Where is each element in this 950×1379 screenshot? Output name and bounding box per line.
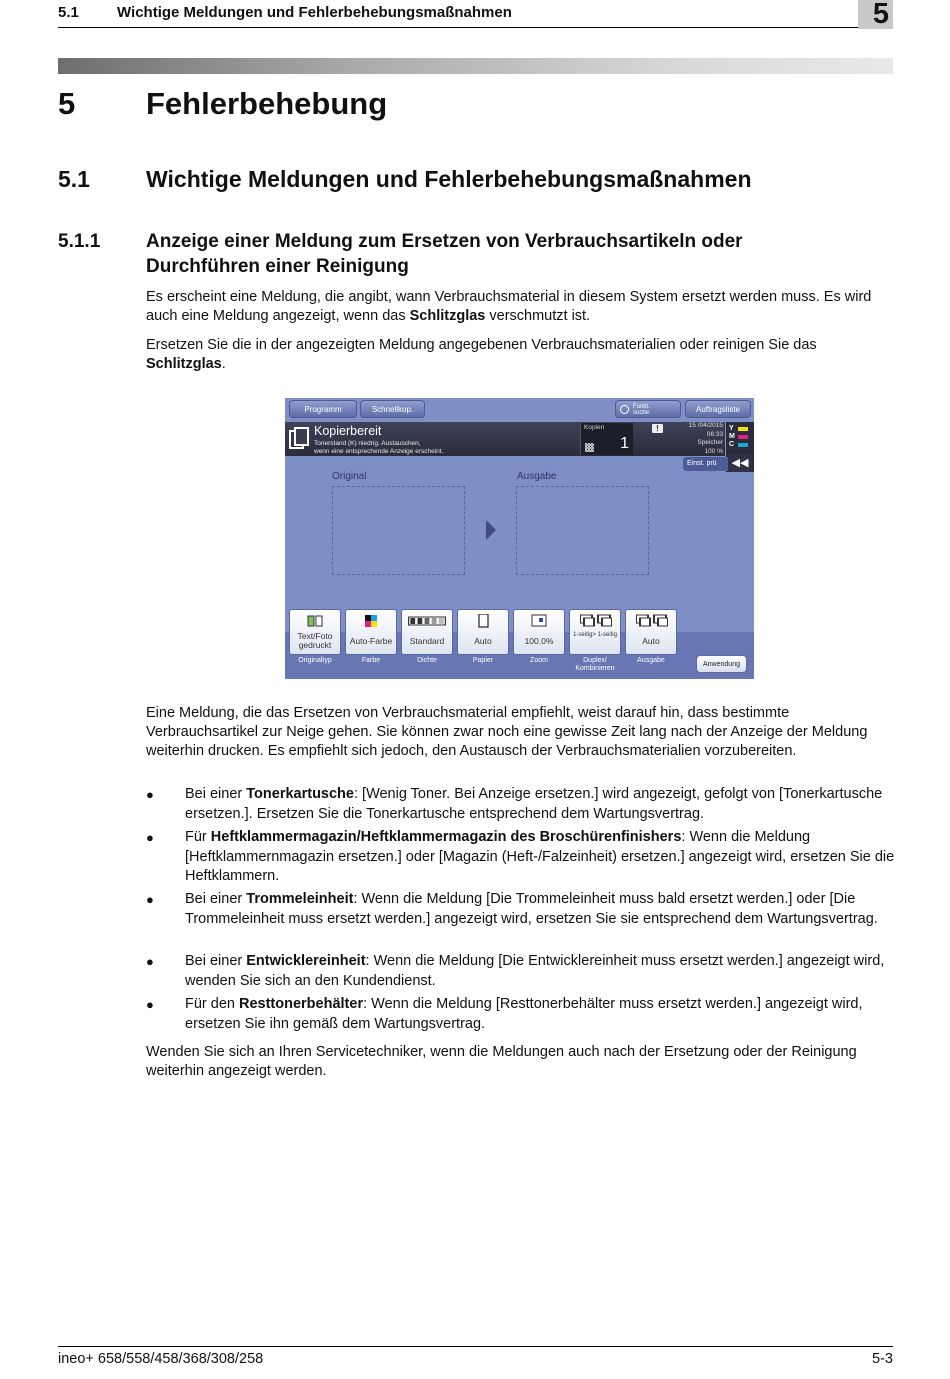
copies-counter[interactable] <box>580 423 633 455</box>
schnellkopie-button[interactable]: Schnellkop. <box>360 400 425 418</box>
chapter-title: Fehlerbehebung <box>146 86 388 121</box>
farbe-label: Farbe <box>361 657 381 664</box>
bullet-text: Bei einer Entwicklereinheit: Wenn die Meldung [Die Entwicklereinheit muss ersetzt werden.] angezeigt wird, wenden Sie sich an den Kundendienst. <box>185 953 885 989</box>
chapter-gradient-bar <box>58 58 893 74</box>
header-rule <box>58 27 858 28</box>
originaltyp-key[interactable] <box>289 609 341 655</box>
bullet-dot: ● <box>146 787 154 802</box>
warning-icon[interactable]: ! <box>652 424 663 433</box>
closing-paragraph: Wenden Sie sich an Ihren Servicetechniker, wenn die Meldungen auch nach der Ersetzung oder der Reinigung weiterhin angezeigt werden. <box>146 1044 857 1079</box>
zoom-icon <box>531 614 547 628</box>
bullet-dot: ● <box>146 830 154 845</box>
section-title: Wichtige Meldungen und Fehlerbehebungsmaßnahmen <box>146 166 752 192</box>
toner-m-bar <box>738 435 748 439</box>
arrow-right-icon <box>486 520 496 540</box>
ausgabe-preview <box>516 486 649 575</box>
zoom-value: 100.0% <box>524 636 554 646</box>
running-header-title: Wichtige Meldungen und Fehlerbehebungsmaßnahmen <box>117 4 512 21</box>
toner-y-letter: Y <box>729 425 734 432</box>
footer-rule <box>58 1346 893 1347</box>
funktion-suche-button[interactable]: Funkt. suche <box>615 400 681 418</box>
original-preview <box>332 486 465 575</box>
papier-label: Papier <box>472 657 494 664</box>
collapse-icon[interactable]: ◀◀ <box>728 454 752 472</box>
original-label: Original <box>332 471 367 482</box>
memory-value: 100 % <box>704 447 723 455</box>
section-heading <box>58 166 752 193</box>
status-message: Tonerstand (K) niedrig. Austauschen, wenn eine entsprechende Anzeige erscheint. <box>314 440 444 455</box>
copy-icon <box>289 427 309 451</box>
duplex-icon <box>580 614 612 628</box>
ausgabe-value: Auto <box>642 636 660 646</box>
copies-value: 1 <box>620 435 629 452</box>
bullet-text: Bei einer Trommeleinheit: Wenn die Meldung [Die Trommeleinheit muss bald ersetzt werden.] oder [Die Trommeleinheit muss ersetzt werden.] angezeigt wird, ersetzen Sie sie entsprechend dem Wartungsvertrag. <box>185 891 878 927</box>
dichte-value: Standard <box>409 636 445 646</box>
toner-m-letter: M <box>729 433 735 440</box>
dichte-label: Dichte <box>417 657 437 664</box>
status-bar <box>285 422 725 456</box>
originaltyp-value: Text/Foto gedruckt <box>297 631 333 650</box>
duplex-key[interactable] <box>569 609 621 655</box>
subsection-title: Anzeige einer Meldung zum Ersetzen von Verbrauchsartikeln oder Durchführen einer Reinigung <box>146 231 743 277</box>
book-icon <box>307 614 323 628</box>
auftragsliste-button[interactable]: Auftragsliste <box>685 400 751 418</box>
anwendung-button[interactable]: Anwendung <box>696 655 747 673</box>
papier-value: Auto <box>474 636 492 646</box>
toner-y-bar <box>738 427 748 431</box>
papier-key[interactable] <box>457 609 509 655</box>
output-icon <box>636 614 668 628</box>
subsection-number: 5.1.1 <box>58 231 101 252</box>
chapter-tab-number: 5 <box>872 0 889 30</box>
intro-paragraph-2: Ersetzen Sie die in der angezeigten Meldung angegebenen Verbrauchsmaterialien oder reinigen Sie das Schlitzglas. <box>146 337 817 372</box>
chapter-heading <box>58 86 388 122</box>
bullet-text: Bei einer Tonerkartusche: [Wenig Toner. Bei Anzeige ersetzen.] wird angezeigt, gefolgt von [Tonerkartusche ersetzen.]. Ersetzen Sie die Tonerkartusche entsprechend dem Wartungsvertrag. <box>185 786 883 822</box>
page-number: 5-3 <box>872 1351 893 1367</box>
bullet-dot: ● <box>146 954 154 969</box>
bullet-text: Für Heftklammermagazin/Heftklammermagazin des Broschürenfinishers: Wenn die Meldung [Heftklammernmagazin ersetzen.] oder [Magazin (Heft-/Falzeinheit) ersetzen.] angezeigt wird, ersetzen Sie die Heftklammern. <box>185 829 895 884</box>
section-number: 5.1 <box>58 166 90 192</box>
running-header-number: 5.1 <box>58 4 79 21</box>
chapter-tab <box>858 0 893 29</box>
time: 06:33 <box>706 430 723 438</box>
zoom-key[interactable] <box>513 609 565 655</box>
copies-label: Kopien <box>584 424 605 431</box>
search-icon <box>620 405 629 414</box>
memory-label: Speicher <box>697 439 723 446</box>
date: 15 /04/2015 <box>688 422 723 429</box>
programm-button[interactable]: Programm <box>289 400 357 418</box>
body-paragraph: Eine Meldung, die das Ersetzen von Verbrauchsmaterial empfiehlt, weist darauf hin, dass bestimmte Verbrauchsartikel zur Neige gehen. Sie können zwar noch eine gewisse Zeit lang nach der Anzeige der Meldung weiterhin drucken. Es empfiehlt sich jedoch, den Austausch der Verbrauchsmaterialien vorzubereiten. <box>146 705 868 759</box>
ausgabe-key[interactable] <box>625 609 677 655</box>
farbe-value: Auto-Farbe <box>349 636 393 646</box>
bullet-dot: ● <box>146 892 154 907</box>
keypad-icon <box>585 443 594 452</box>
status-title: Kopierbereit <box>314 424 382 438</box>
intro-paragraph-1: Es erscheint eine Meldung, die angibt, wann Verbrauchsmaterial in diesem System ersetzt werden muss. Es wird auch eine Meldung angezeigt, wenn das Schlitzglas verschmutzt ist. <box>146 289 872 324</box>
duplex-value: 1-seitig> 1-seitig <box>573 632 617 638</box>
originaltyp-label: Originaltyp <box>298 657 332 664</box>
control-panel-screenshot <box>285 398 754 679</box>
toner-c-letter: C <box>729 441 735 448</box>
date-memory-info <box>683 422 723 456</box>
ausgabe-label: Ausgabe <box>517 471 557 482</box>
einstellungen-pruefen-button[interactable]: Einst. prü <box>683 457 732 471</box>
bullet-text: Für den Resttonerbehälter: Wenn die Meldung [Resttonerbehälter muss ersetzt werden.] angezeigt wird, ersetzen Sie ihn gemäß dem Wartungsvertrag. <box>185 996 863 1032</box>
color-squares-icon <box>363 614 379 628</box>
duplex-label: Duplex/ Kombinieren <box>575 657 615 672</box>
zoom-label: Zoom <box>530 657 548 664</box>
density-icon <box>408 614 446 628</box>
ausgabe-label-bottom: Ausgabe <box>637 657 665 664</box>
paper-icon <box>475 614 491 628</box>
running-header <box>58 4 512 21</box>
farbe-key[interactable] <box>345 609 397 655</box>
dichte-key[interactable] <box>401 609 453 655</box>
chapter-number: 5 <box>58 86 76 121</box>
footer-model: ineo+ 658/558/458/368/308/258 <box>58 1351 264 1367</box>
bullet-dot: ● <box>146 997 154 1012</box>
toner-c-bar <box>738 443 748 447</box>
